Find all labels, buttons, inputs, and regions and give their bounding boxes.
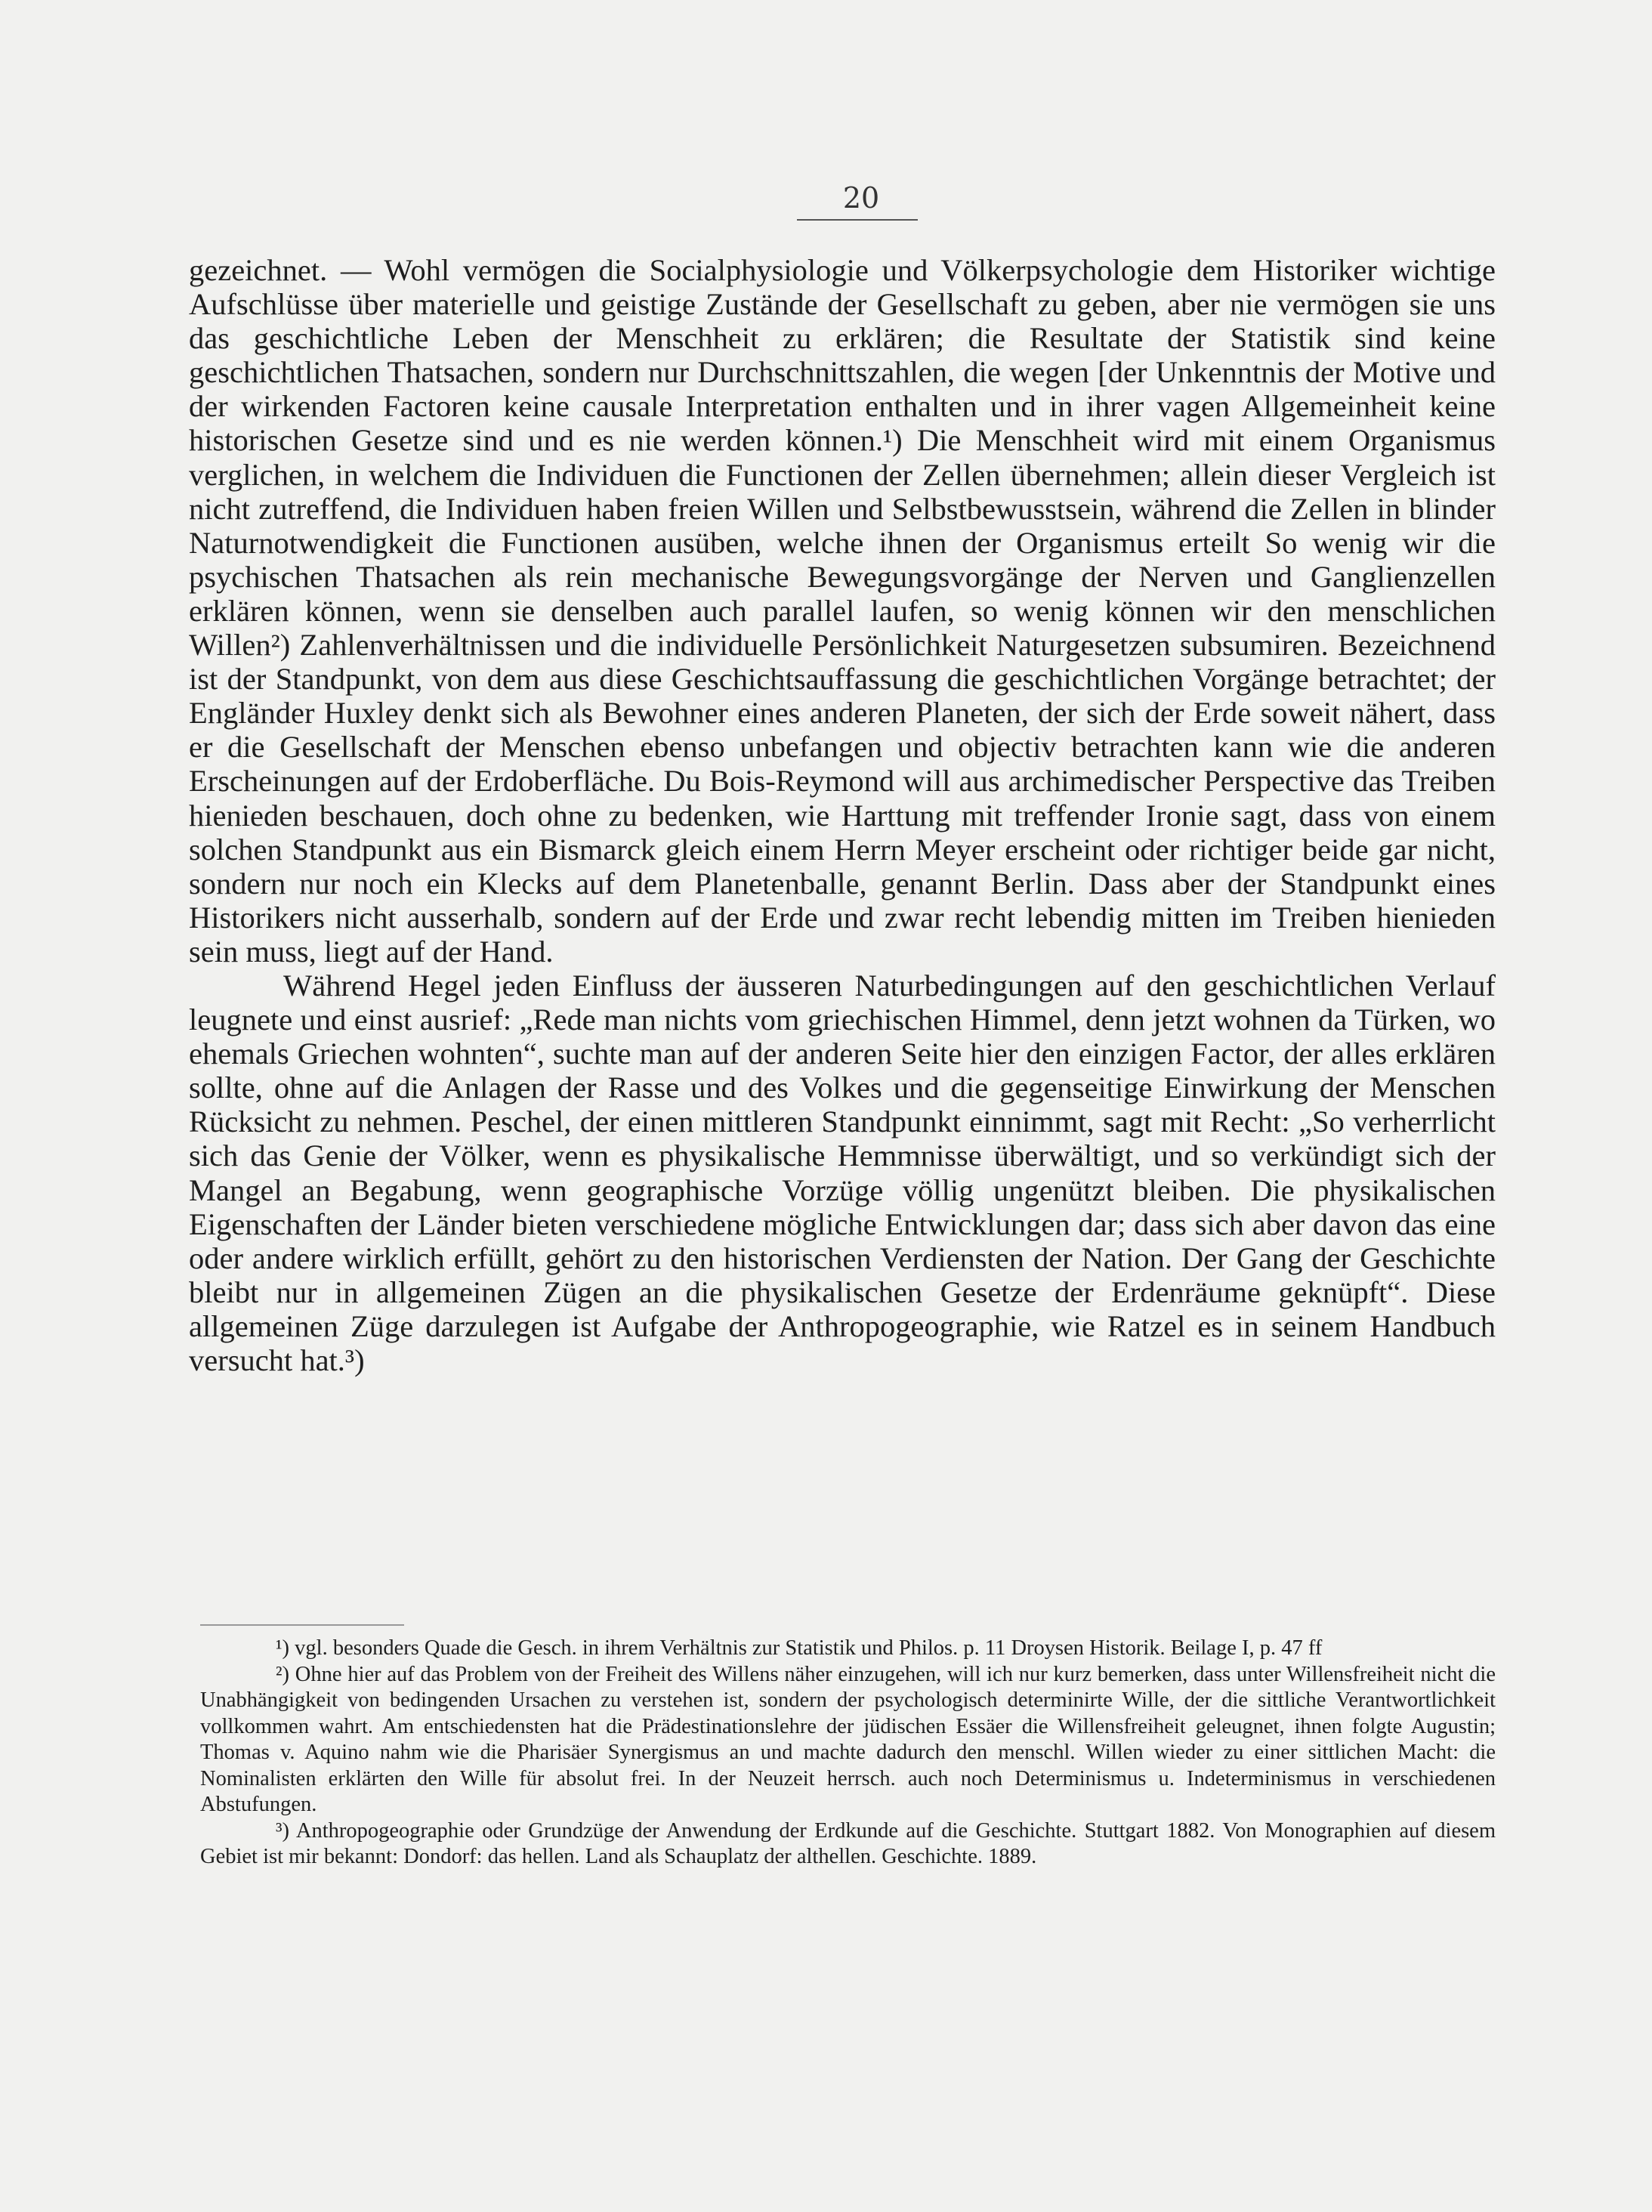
footnote: ²) Ohne hier auf das Problem von der Freiheit des Willens näher einzugehen, will ich nur kurz bemerken, dass unter Willensfreiheit nicht die Unabhängigkeit von bedingenden Ursachen zu verstehen ist, sondern der psychologisch determinirte Wille, der die sittliche Verantwortlichkeit vollkommen wahrt. Am entschiedensten hat die Prädestinationslehre der jüdischen Essäer die Willensfreiheit geleugnet, ihnen folgte Augustin; Thomas v. Aquino nahm wie die Pharisäer Synergismus an und machte dadurch den menschl. Willen wieder zu einer sittlichen Macht: die Nominalisten erklärten den Wille für absolut frei. In der Neuzeit herrsch. auch noch Determinismus u. Indeterminismus in verschiedenen Abstufungen. [200,1662,1496,1816]
main-text [189,253,1496,1377]
page-number: 20 [842,181,880,215]
paragraph: Während Hegel jeden Einfluss der äusseren Naturbedingungen auf den geschichtlichen Verlauf leugnete und einst ausrief: „Rede man nichts vom griechischen Himmel, denn jetzt wohnen da Türken, wo ehemals Griechen wohnten“, suchte man auf der anderen Seite hier den einzigen Factor, der alles erklären sollte, ohne auf die Anlagen der Rasse und des Volkes und die gegenseitige Einwirkung der Menschen Rücksicht zu nehmen. Peschel, der einen mittleren Standpunkt einnimmt, sagt mit Recht: „So verherrlicht sich das Genie der Völker, wenn es physikalische Hemmnisse überwältigt, und so verkündigt sich der Mangel an Begabung, wenn geographische Vorzüge völlig ungenützt bleiben. Die physikalischen Eigenschaften der Länder bieten verschiedene mögliche Entwicklungen dar; dass sich aber davon das eine oder andere wirklich erfüllt, gehört zu den historischen Verdiensten der Nation. Der Gang der Geschichte bleibt nur in allgemeinen Zügen an die physikalischen Gesetze der Erdenräume geknüpft“. Diese allgemeinen Züge darzulegen ist Aufgabe der Anthropogeographie, wie Ratzel es in seinem Handbuch versucht hat.³) [189,968,1496,1377]
footnote: ³) Anthropogeographie oder Grundzüge der Anwendung der Erdkunde auf die Geschichte. Stuttgart 1882. Von Monographien auf diesem Gebiet ist mir bekannt: Dondorf: das hellen. Land als Schauplatz der althellen. Geschichte. 1889. [200,1818,1496,1868]
footnotes [200,1636,1496,1871]
page-number-rule [797,219,918,221]
paragraph: gezeichnet. — Wohl vermögen die Socialphysiologie und Völkerpsychologie dem Historiker wichtige Aufschlüsse über materielle und geistige Zustände der Gesellschaft zu geben, aber nie vermögen sie uns das geschichtliche Leben der Menschheit zu erklären; die Resultate der Statistik sind keine geschichtlichen Thatsachen, sondern nur Durchschnittszahlen, die wegen [der Unkenntnis der Motive und der wirkenden Factoren keine causale Interpretation enthalten und in ihrer vagen Allgemeinheit keine historischen Gesetze sind und es nie werden können.¹) Die Menschheit wird mit einem Organismus verglichen, in welchem die Individuen die Functionen der Zellen übernehmen; allein dieser Vergleich ist nicht zutreffend, die Individuen haben freien Willen und Selbstbewusstsein, während die Zellen in blinder Naturnotwendigkeit die Functionen ausüben, welche ihnen der Organismus erteilt So wenig wir die psychischen Thatsachen als rein mechanische Bewegungsvorgänge der Nerven und Ganglienzellen erklären können, wenn sie denselben auch parallel laufen, so wenig können wir den menschlichen Willen²) Zahlenverhältnissen und die individuelle Persönlichkeit Naturgesetzen subsumiren. Bezeichnend ist der Standpunkt, von dem aus diese Geschichtsauffassung die geschichtlichen Vorgänge betrachtet; der Engländer Huxley denkt sich als Bewohner eines anderen Planeten, der sich der Erde soweit nähert, dass er die Gesellschaft der Menschen ebenso unbefangen und objectiv betrachten kann wie die anderen Erscheinungen auf der Erdoberfläche. Du Bois-Reymond will aus archimedischer Perspective das Treiben hienieden beschauen, doch ohne zu bedenken, wie Harttung mit treffender Ironie sagt, dass von einem solchen Standpunkt aus ein Bismarck gleich einem Herrn Meyer erscheint oder richtiger beide gar nicht, sondern nur noch ein Klecks auf dem Planetenballe, genannt Berlin. Dass aber der Standpunkt eines Historikers nicht ausserhalb, sondern auf der Erde und zwar recht lebendig mitten im Treiben hienieden sein muss, liegt auf der Hand. [189,253,1496,969]
footnote-separator [200,1624,404,1626]
footnote: ¹) vgl. besonders Quade die Gesch. in ihrem Verhältnis zur Statistik und Philos. p. 11 Droysen Historik. Beilage I, p. 47 ff [276,1636,1323,1660]
